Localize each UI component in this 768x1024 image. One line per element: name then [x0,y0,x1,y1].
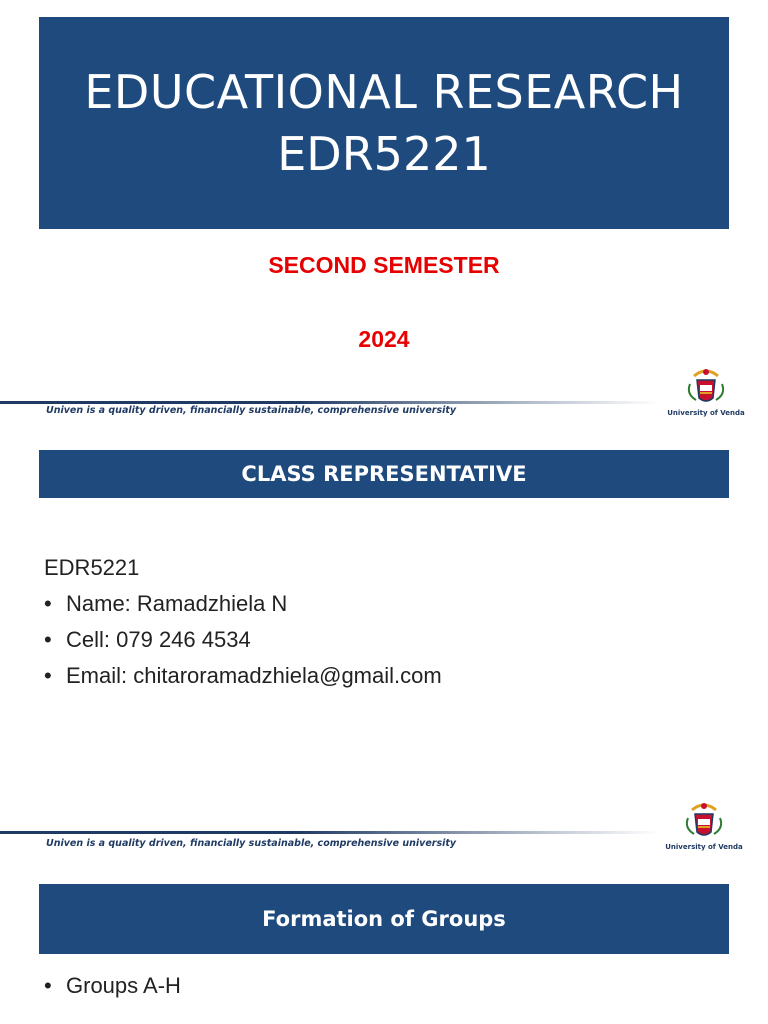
university-logo [665,798,743,856]
class-rep-banner: CLASS REPRESENTATIVE [39,450,729,498]
class-rep-course-code: EDR5221 [44,555,140,580]
univen-crest-icon [682,798,726,842]
slide-title [0,0,768,432]
course-code: EDR5221 [277,127,491,181]
slide-formation-of-groups [0,864,768,1024]
logo-caption: University of Venda [667,409,745,417]
year-label: 2024 [358,326,410,352]
list-item: • Name: Ramadzhiela N [44,586,442,622]
univen-crest-icon [684,364,728,408]
class-rep-content [44,550,442,694]
list-item: • Cell: 079 246 4534 [44,622,442,658]
groups-content [44,968,181,1004]
semester-label: SECOND SEMESTER [268,252,500,278]
university-logo [667,364,745,422]
footer-motto: Univen is a quality driven, financially sustainable, comprehensive university [46,405,457,416]
groups-list [44,968,181,1004]
list-item: • Email: chitaroramadzhiela@gmail.com [44,658,442,694]
footer-divider [0,831,660,834]
footer-divider [0,401,660,404]
slide-class-representative [0,432,768,864]
title-box [39,17,729,229]
groups-banner: Formation of Groups [39,884,729,954]
class-rep-list [44,586,442,694]
list-item: • Groups A-H [44,968,181,1004]
logo-caption: University of Venda [665,843,743,851]
footer-motto: Univen is a quality driven, financially sustainable, comprehensive university [46,838,457,849]
course-title: EDUCATIONAL RESEARCH [84,65,684,119]
